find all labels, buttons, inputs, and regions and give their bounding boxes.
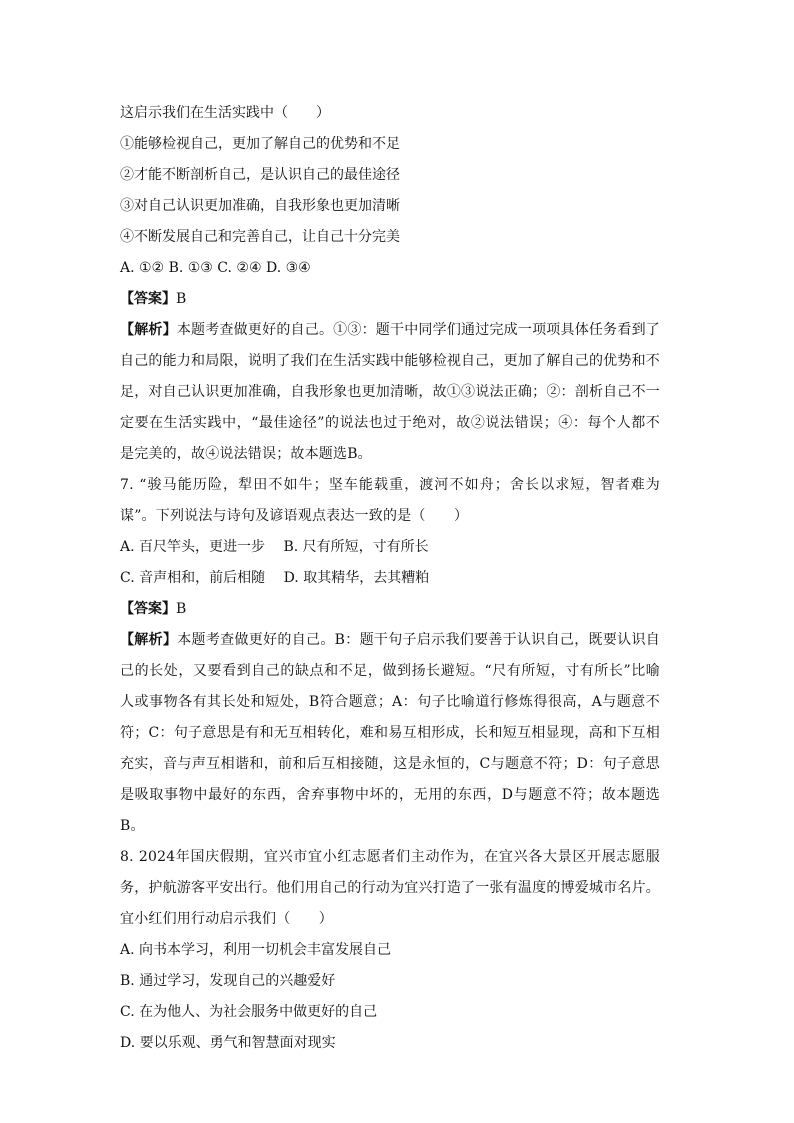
answer-tag: 【答案】 — [120, 601, 176, 617]
q7-answer — [120, 594, 660, 625]
q6-statement-1: ①能够检视自己，更加了解自己的优势和不足 — [120, 136, 400, 152]
q8-option-b: B. 通过学习，发现自己的兴趣爱好 — [120, 973, 336, 989]
answer-tag: 【答案】 — [120, 291, 176, 307]
analysis-text: 本题考查做更好的自己。①③：题干中同学们通过完成一项项具体任务看到了自己的能力和局限，说明了我们在生活实践中能够检视自己，更加了解自己的优势和不足，对自己认识更加准确，自我形象也更加清晰，故①③说法正确；②：剖析自己不一定要在生活实践中，“最佳途径”的说法也过于绝对，故②说法错误；④：每个人都不是完美的，故④说法错误；故本题选B。 — [120, 322, 660, 462]
q6-statement-2: ②才能不断剖析自己，是认识自己的最佳途径 — [120, 167, 400, 183]
q6-statement-3: ③对自己认识更加准确，自我形象也更加清晰 — [120, 198, 400, 214]
q6-statement-4: ④不断发展自己和完善自己，让自己十分完美 — [120, 229, 400, 245]
answer-value: B — [176, 291, 187, 307]
q8-stem: 8. 2024年国庆假期，宜兴市宜小红志愿者们主动作为，在宜兴各大景区开展志愿服务，护航游客平安出行。他们用自己的行动为宜兴打造了一张有温度的博爱城市名片。宜小红们用行动启示我们（ ） — [120, 849, 660, 927]
analysis-tag: 【解析】 — [120, 632, 178, 648]
q6-analysis — [120, 315, 660, 470]
q7-options-row-2: C. 音声相和，前后相随 D. 取其精华，去其糟粕 — [120, 570, 430, 586]
analysis-tag: 【解析】 — [120, 322, 177, 338]
document-page — [120, 98, 660, 1059]
q7-options-row-1: A. 百尺竿头，更进一步 B. 尺有所短，寸有所长 — [120, 539, 429, 555]
q8-option-d: D. 要以乐观、勇气和智慧面对现实 — [120, 1035, 336, 1051]
q7-analysis — [120, 625, 660, 842]
answer-value: B — [176, 601, 187, 617]
q6-options: A. ①② B. ①③ C. ②④ D. ③④ — [120, 260, 311, 276]
q7-stem: 7. “骏马能历险，犁田不如牛；坚车能载重，渡河不如舟；舍长以求短，智者难为谋”。下列说法与诗句及谚语观点表达一致的是（ ） — [120, 477, 660, 524]
q8-option-a: A. 向书本学习，利用一切机会丰富发展自己 — [120, 942, 392, 958]
analysis-text: 本题考查做更好的自己。B：题干句子启示我们要善于认识自己，既要认识自己的长处，又要看到自己的缺点和不足，做到扬长避短。“尺有所短，寸有所长”比喻人或事物各有其长处和短处，B符合题意；A：句子比喻道行修炼得很高，A与题意不符；C：句子意思是有和无互相转化，难和易互相形成，长和短互相显现，高和下互相充实，音与声互相谐和，前和后互相接随，这是永恒的，C与题意不符；D：句子意思是吸取事物中最好的东西，舍弃事物中坏的，无用的东西，D与题意不符；故本题选B。 — [120, 632, 660, 834]
q6-stem: 这启示我们在生活实践中（ ） — [120, 105, 330, 121]
q6-answer — [120, 284, 660, 315]
q8-option-c: C. 在为他人、为社会服务中做更好的自己 — [120, 1004, 378, 1020]
